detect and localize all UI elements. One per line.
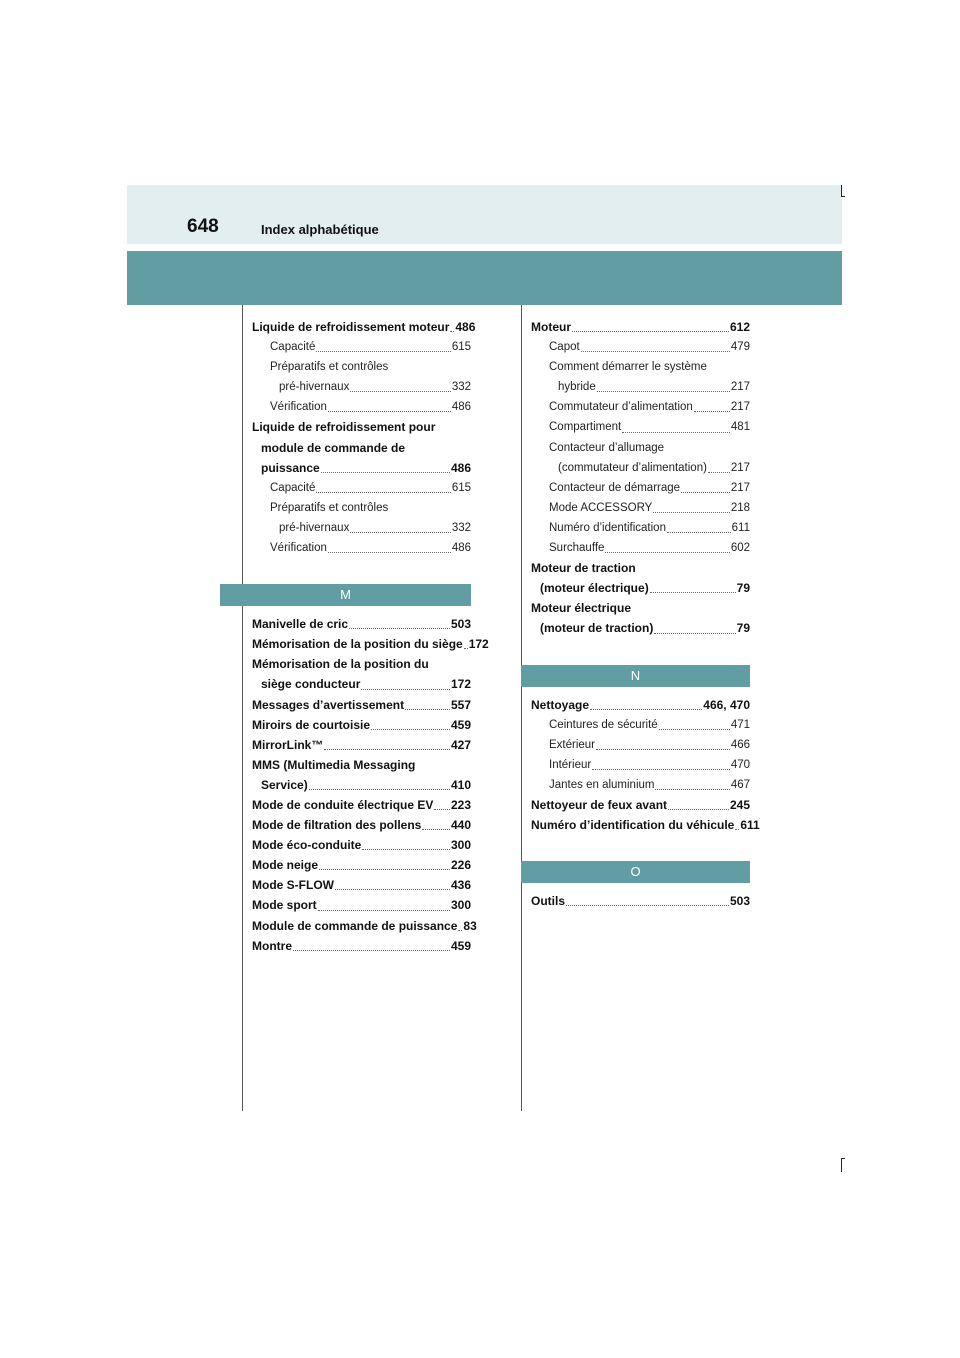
entry-text: Montre: [252, 938, 292, 953]
entry-page-number: 83: [463, 918, 477, 933]
index-entry: [252, 337, 471, 357]
entry-text: Moteur de traction: [531, 561, 636, 576]
dot-leader: [405, 708, 450, 710]
dot-leader: [422, 828, 450, 830]
entry-text: Surchauffe: [549, 542, 605, 555]
index-column-left: [252, 317, 489, 956]
dot-leader: [668, 808, 729, 810]
entry-text: Messages d’avertissement: [252, 697, 405, 712]
index-entry: [252, 458, 471, 478]
entry-page-number: 467: [730, 778, 750, 791]
entry-page-number: 226: [450, 858, 471, 873]
entry-text: hybride: [558, 381, 596, 394]
entry-text: Mode éco-conduite: [252, 838, 362, 853]
entry-page-number: 466, 470: [703, 697, 750, 712]
dot-leader: [681, 491, 730, 493]
index-entry: [531, 538, 750, 558]
dot-leader: [597, 390, 730, 392]
entry-page-number: 611: [731, 521, 750, 534]
entry-text: Miroirs de courtoisie: [252, 717, 371, 732]
entry-text: Liquide de refroidissement pour: [252, 420, 436, 435]
dot-leader: [318, 909, 450, 911]
entry-page-number: 217: [730, 461, 750, 474]
index-entry: [531, 478, 750, 498]
index-entry: [252, 674, 471, 694]
dot-leader: [590, 708, 702, 710]
entry-text: MirrorLink™: [252, 737, 324, 752]
dot-leader: [450, 330, 454, 332]
entry-page-number: 218: [730, 501, 750, 514]
column-divider-right: [521, 305, 522, 1111]
dot-leader: [328, 551, 451, 553]
index-entry: [531, 755, 750, 775]
dot-leader: [592, 768, 730, 770]
entry-page-number: 172: [450, 677, 471, 692]
entry-page-number: 300: [450, 898, 471, 913]
entry-text: Contacteur d’allumage: [549, 441, 665, 454]
entry-page-number: 217: [730, 401, 750, 414]
entry-page-number: 436: [450, 878, 471, 893]
entry-text: MMS (Multimedia Messaging: [252, 757, 416, 772]
dot-leader: [581, 350, 730, 352]
entry-page-number: 427: [450, 737, 471, 752]
entry-text: Outils: [531, 894, 566, 909]
dot-leader: [694, 410, 730, 412]
entry-text: Vérification: [270, 542, 327, 555]
section-spacer: [531, 639, 750, 659]
entry-text: Mode de filtration des pollens: [252, 818, 422, 833]
index-entry: [531, 715, 750, 735]
entry-page-number: 503: [729, 894, 750, 909]
entry-text: module de commande de: [261, 440, 406, 455]
entry-text: Nettoyage: [531, 697, 590, 712]
entry-text: Commutateur d’alimentation: [549, 401, 693, 414]
entry-page-number: 410: [450, 777, 471, 792]
letter-heading-o: O: [521, 861, 750, 883]
index-entry: [252, 815, 471, 835]
entry-page-number: 503: [450, 617, 471, 632]
index-entry: [531, 558, 750, 578]
index-entry: [252, 875, 471, 895]
entry-text: Manivelle de cric: [252, 617, 349, 632]
dot-leader: [328, 410, 451, 412]
index-entry: [531, 518, 750, 538]
index-entry: [252, 634, 489, 654]
entry-page-number: 486: [455, 320, 476, 334]
entry-page-number: 471: [730, 718, 750, 731]
entry-text: Préparatifs et contrôles: [270, 501, 389, 514]
entry-page-number: 440: [450, 818, 471, 833]
entry-text: (moteur électrique): [540, 581, 649, 596]
entry-text: Mode neige: [252, 858, 319, 873]
index-entry: [252, 715, 471, 735]
dot-leader: [319, 868, 450, 870]
index-entry: [531, 417, 750, 437]
dot-leader: [650, 591, 736, 593]
index-entry: [252, 397, 471, 417]
entry-text: Jantes en aluminium: [549, 778, 655, 791]
entry-text: Liquide de refroidissement moteur: [252, 320, 450, 334]
column-divider-left: [242, 305, 243, 1111]
entry-page-number: 479: [730, 341, 750, 354]
dot-leader: [335, 888, 450, 890]
index-entry: [531, 317, 750, 337]
entry-text: Compartiment: [549, 421, 622, 434]
dot-leader: [566, 904, 729, 906]
dot-leader: [464, 647, 468, 649]
index-entry: [252, 755, 471, 775]
teal-band: [127, 251, 842, 305]
dot-leader: [350, 390, 450, 392]
index-entry: [252, 895, 471, 915]
index-entry: [531, 498, 750, 518]
index-entry: [252, 498, 471, 518]
dot-leader: [708, 471, 730, 473]
entry-text: Nettoyeur de feux avant: [531, 797, 668, 812]
entry-text: (moteur de traction): [540, 621, 654, 636]
entry-page-number: 470: [730, 758, 750, 771]
index-entry: [252, 855, 471, 875]
entry-page-number: 223: [450, 797, 471, 812]
entry-text: Service): [261, 777, 308, 792]
index-entry: [252, 518, 471, 538]
dot-leader: [654, 632, 735, 634]
entry-page-number: 486: [451, 542, 471, 555]
index-entry: [531, 795, 750, 815]
index-entry: [531, 618, 750, 638]
index-column-right: [531, 317, 760, 911]
index-entry: [252, 775, 471, 795]
index-entry: [252, 735, 471, 755]
dot-leader: [605, 551, 729, 553]
index-entry: [252, 478, 471, 498]
section-spacer: [252, 558, 471, 578]
index-entry: [531, 891, 750, 911]
index-entry: [531, 815, 760, 835]
entry-text: pré-hivernaux: [279, 381, 350, 394]
entry-page-number: 245: [729, 797, 750, 812]
letter-heading-n: N: [521, 665, 750, 687]
dot-leader: [309, 788, 450, 790]
dot-leader: [596, 748, 730, 750]
entry-page-number: 557: [450, 697, 471, 712]
entry-text: Extérieur: [549, 738, 596, 751]
section-spacer: [531, 835, 750, 855]
entry-text: Comment démarrer le système: [549, 361, 707, 374]
dot-leader: [622, 431, 730, 433]
index-entry: [531, 695, 750, 715]
crop-mark-bottom-tick: [841, 1158, 845, 1159]
letter-heading-m: M: [220, 584, 471, 606]
dot-leader: [667, 531, 731, 533]
index-entry: [252, 916, 477, 936]
dot-leader: [434, 808, 450, 810]
entry-text: Capacité: [270, 341, 316, 354]
page-number: 648: [187, 216, 219, 237]
entry-page-number: 217: [730, 381, 750, 394]
index-entry: [531, 598, 750, 618]
entry-text: Préparatifs et contrôles: [270, 361, 389, 374]
index-entry: [531, 357, 750, 377]
header-band: [127, 185, 842, 244]
entry-page-number: 486: [451, 401, 471, 414]
entry-page-number: 481: [730, 421, 750, 434]
entry-text: Mémorisation de la position du: [252, 657, 429, 672]
entry-text: Mode S-FLOW: [252, 878, 334, 893]
index-entry: [252, 438, 471, 458]
index-entry: [252, 795, 471, 815]
index-entry: [252, 654, 471, 674]
index-entry: [252, 614, 471, 634]
index-entry: [531, 337, 750, 357]
entry-text: Contacteur de démarrage: [549, 481, 681, 494]
crop-mark-top-tick: [841, 196, 845, 197]
entry-text: Mode sport: [252, 898, 317, 913]
index-entry: [531, 578, 750, 598]
entry-text: Ceintures de sécurité: [549, 718, 658, 731]
index-entry: [252, 357, 471, 377]
dot-leader: [735, 828, 739, 830]
dot-leader: [659, 728, 730, 730]
entry-page-number: 332: [451, 381, 471, 394]
index-entry: [252, 377, 471, 397]
entry-page-number: 79: [736, 581, 750, 596]
entry-text: Capot: [549, 341, 580, 354]
crop-mark-bottom: [841, 1158, 842, 1172]
entry-page-number: 615: [451, 481, 471, 494]
entry-text: Numéro d’identification du véhicule: [531, 818, 735, 833]
index-entry: [531, 397, 750, 417]
entry-text: Intérieur: [549, 758, 592, 771]
entry-text: Vérification: [270, 401, 327, 414]
dot-leader: [655, 788, 729, 790]
dot-leader: [350, 531, 450, 533]
entry-page-number: 217: [730, 481, 750, 494]
index-entry: [252, 695, 471, 715]
dot-leader: [572, 330, 729, 332]
dot-leader: [362, 848, 450, 850]
dot-leader: [361, 688, 450, 690]
entry-page-number: 615: [451, 341, 471, 354]
entry-page-number: 466: [730, 738, 750, 751]
dot-leader: [349, 627, 450, 629]
entry-page-number: 172: [468, 637, 489, 652]
entry-page-number: 602: [730, 542, 750, 555]
entry-page-number: 486: [450, 460, 471, 475]
index-entry: [531, 377, 750, 397]
index-entry: [531, 438, 750, 458]
index-entry: [531, 458, 750, 478]
index-entry: [252, 936, 471, 956]
index-entry: [531, 775, 750, 795]
entry-text: Module de commande de puissance: [252, 918, 458, 933]
dot-leader: [321, 471, 450, 473]
entry-text: Numéro d’identification: [549, 521, 666, 534]
entry-text: siège conducteur: [261, 677, 361, 692]
entry-text: Mode ACCESSORY: [549, 501, 653, 514]
dot-leader: [293, 949, 450, 951]
entry-page-number: 300: [450, 838, 471, 853]
dot-leader: [458, 929, 462, 931]
index-entry: [252, 317, 476, 337]
entry-page-number: 612: [729, 320, 750, 334]
entry-page-number: 79: [736, 621, 750, 636]
entry-text: Moteur: [531, 320, 571, 334]
dot-leader: [316, 491, 450, 493]
dot-leader: [653, 511, 729, 513]
dot-leader: [316, 350, 450, 352]
index-entry: [531, 735, 750, 755]
entry-text: Moteur électrique: [531, 601, 632, 616]
entry-text: Capacité: [270, 481, 316, 494]
section-title: Index alphabétique: [261, 222, 379, 237]
entry-page-number: 459: [450, 717, 471, 732]
entry-text: Mode de conduite électrique EV: [252, 797, 434, 812]
entry-text: pré-hivernaux: [279, 521, 350, 534]
index-entry: [252, 417, 471, 437]
entry-text: puissance: [261, 460, 320, 475]
index-entry: [252, 538, 471, 558]
index-entry: [252, 835, 471, 855]
entry-page-number: 332: [451, 521, 471, 534]
dot-leader: [324, 748, 450, 750]
entry-text: Mémorisation de la position du siège: [252, 637, 463, 652]
entry-page-number: 459: [450, 938, 471, 953]
entry-page-number: 611: [740, 818, 760, 833]
dot-leader: [371, 728, 450, 730]
entry-text: (commutateur d’alimentation): [558, 461, 707, 474]
